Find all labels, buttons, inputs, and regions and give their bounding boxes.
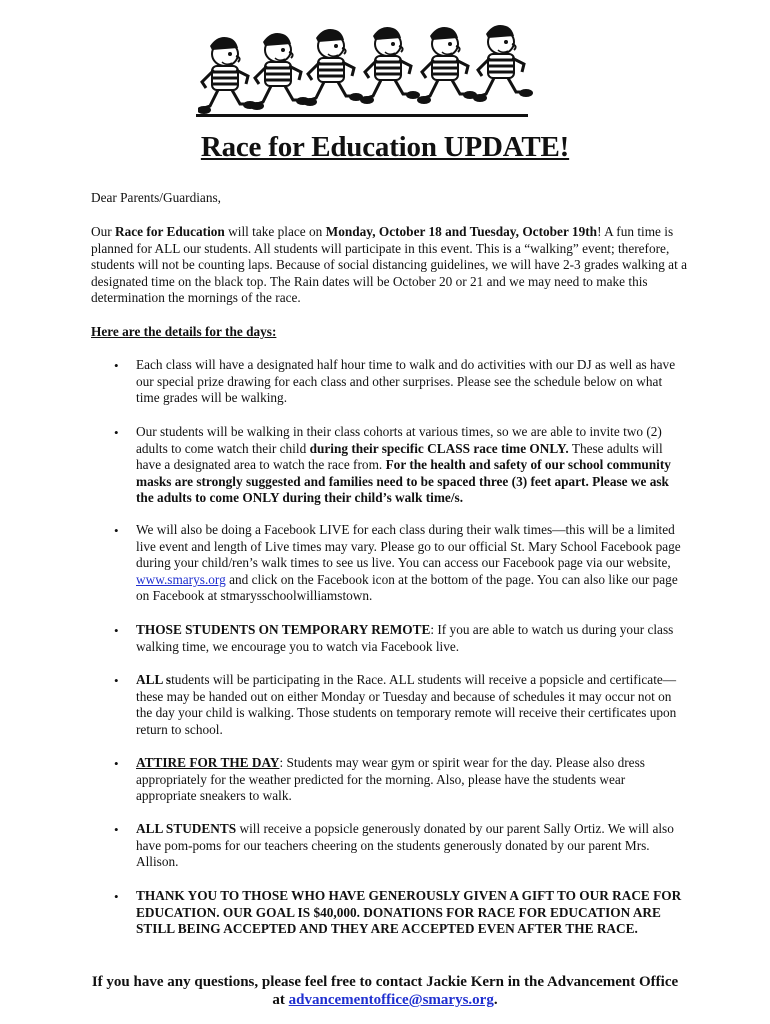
bullet-icon: • [114, 358, 119, 373]
running-kids-clipart [198, 18, 538, 118]
greeting: Dear Parents/Guardians, [91, 190, 221, 205]
runner-figure-2 [250, 33, 310, 110]
runner-figure-4 [360, 27, 420, 104]
list-item-6: ATTIRE FOR THE DAY: Students may wear gym or spirit wear for the day. Please also dress appropriately for the weather predicted for the morning. Also, please have the students wear appropriate sneakers to walk. [136, 755, 645, 804]
list-item-2: Our students will be walking in their class cohorts at various times, so we are able to invite two (2) adults to come watch their child during their specific CLASS race time ONLY. These adults will have a designated area to watch the race from. For the health and safety of our school community masks are strongly suggested and families need to be spaced three (3) feet apart. Please we ask the adults to come ONLY during their child’s walk time/s. [136, 424, 671, 506]
bullet-icon: • [114, 425, 119, 440]
list-item-4: THOSE STUDENTS ON TEMPORARY REMOTE: If you are able to watch us during your class walking time, we encourage you to watch via Facebook live. [136, 622, 674, 654]
runner-figure-3 [303, 29, 363, 106]
bullet-icon: • [114, 822, 119, 837]
bullet-icon: • [114, 673, 119, 688]
bullet-icon: • [114, 889, 119, 904]
page-title: Race for Education UPDATE! [200, 131, 570, 163]
list-item-7: ALL STUDENTS will receive a popsicle generously donated by our parent Sally Ortiz. We will also have pom-poms for our teachers cheering on the students generously donated by our parent Mrs. Allison. [136, 821, 674, 870]
intro-text-2: will take place on [224, 224, 326, 239]
intro-text-3: ! A fun time is planned for ALL our students. All students will participate in this event. This is a “walking” event; therefore, students will not be counting laps. Because of social distancing guidelines, we will have 2-3 grades walking at a designated time on the black top. The Rain dates will be October 20 or 21 and we may need to make this determination the mornings of the race. [91, 224, 688, 306]
list-item-8: THANK YOU TO THOSE WHO HAVE GENEROUSLY GIVEN A GIFT TO OUR RACE FOR EDUCATION. OUR GOAL IS $40,000. DONATIONS FOR RACE FOR EDUCATION ARE STILL BEING ACCEPTED AND THEY ARE ACCEPTED EVEN AFTER THE RACE. [136, 888, 682, 937]
website-link[interactable]: www.smarys.org [136, 571, 226, 587]
runner-figure-6 [473, 25, 533, 102]
bullet-icon: • [114, 756, 119, 771]
intro-text-1: Our [91, 224, 116, 239]
intro-paragraph [91, 224, 691, 307]
header-divider [196, 114, 528, 117]
list-item-1: Each class will have a designated half hour time to walk and do activities with our DJ as well as have our special prize drawing for each class and other surprises. Please see the schedule below on what time grades will be walking. [136, 357, 676, 406]
details-heading: Here are the details for the days: [91, 324, 277, 339]
closing-note: If you have any questions, please feel free to contact Jackie Kern in the Advancement Office at advancementoffice@smarys.org. [91, 974, 679, 1008]
runner-figure-5 [417, 27, 477, 104]
list-item-5: ALL students will be participating in the Race. ALL students will receive a popsicle and certificate—these may be handed out on either Monday or Tuesday and because of schedules it may occur not on the day your child is walking. Those students on temporary remote will receive their certificates upon return to school. [136, 672, 677, 737]
bullet-icon: • [114, 623, 119, 638]
race-dates: Monday, October 18 and Tuesday, October 19th [325, 224, 598, 239]
race-name: Race for Education [115, 224, 225, 239]
list-item-3: We will also be doing a Facebook LIVE for each class during their walk times—this will be a limited live event and length of Live times may vary. Please go to our official St. Mary School Facebook page during your child/ren’s walk times to see us live. You can access our Facebook page via our website, www.smarys.org and click on the Facebook icon at the bottom of the page. You can also like our page on Facebook at stmarysschoolwilliamstown. [136, 522, 681, 604]
email-link[interactable]: advancementoffice@smarys.org [288, 992, 494, 1008]
runner-figure-1 [198, 37, 257, 114]
closing-text: If you have any questions, please feel free to contact Jackie Kern in the Advancement Office at [91, 974, 679, 1008]
bullet-icon: • [114, 523, 119, 538]
